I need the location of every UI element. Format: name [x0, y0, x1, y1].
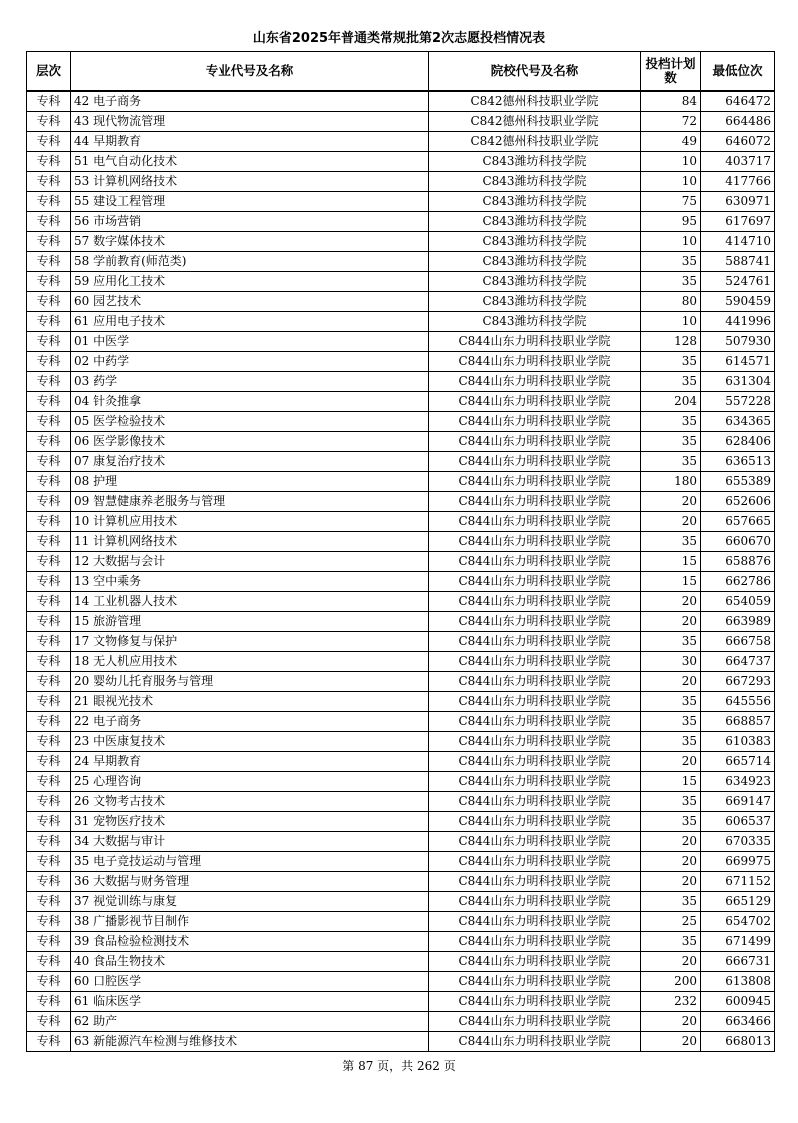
cell-level: 专科: [27, 192, 71, 212]
cell-level: 专科: [27, 812, 71, 832]
cell-school: C844山东力明科技职业学院: [429, 392, 641, 412]
cell-level: 专科: [27, 172, 71, 192]
table-row: [27, 392, 775, 412]
cell-level: 专科: [27, 732, 71, 752]
cell-rank: 665129: [701, 892, 775, 912]
cell-level: 专科: [27, 492, 71, 512]
cell-school: C842德州科技职业学院: [429, 112, 641, 132]
cell-school: C843潍坊科技学院: [429, 272, 641, 292]
cell-major: 02 中药学: [71, 352, 429, 372]
cell-school: C843潍坊科技学院: [429, 172, 641, 192]
cell-plan: 10: [641, 152, 701, 172]
page-footer: 第 87 页，共 262 页: [342, 1059, 456, 1073]
cell-school: C844山东力明科技职业学院: [429, 692, 641, 712]
cell-rank: 654702: [701, 912, 775, 932]
cell-major: 40 食品生物技术: [71, 952, 429, 972]
cell-major: 44 早期教育: [71, 132, 429, 152]
cell-school: C843潍坊科技学院: [429, 292, 641, 312]
cell-plan: 20: [641, 672, 701, 692]
cell-major: 04 针灸推拿: [71, 392, 429, 412]
cell-school: C842德州科技职业学院: [429, 132, 641, 152]
cell-rank: 671499: [701, 932, 775, 952]
cell-level: 专科: [27, 772, 71, 792]
cell-school: C844山东力明科技职业学院: [429, 872, 641, 892]
cell-school: C844山东力明科技职业学院: [429, 552, 641, 572]
header-level: 层次: [27, 52, 71, 92]
table-row: [27, 612, 775, 632]
cell-plan: 200: [641, 972, 701, 992]
cell-school: C844山东力明科技职业学院: [429, 592, 641, 612]
cell-school: C844山东力明科技职业学院: [429, 812, 641, 832]
cell-major: 53 计算机网络技术: [71, 172, 429, 192]
cell-major: 13 空中乘务: [71, 572, 429, 592]
cell-major: 62 助产: [71, 1012, 429, 1032]
cell-major: 15 旅游管理: [71, 612, 429, 632]
cell-plan: 35: [641, 372, 701, 392]
table-row: [27, 212, 775, 232]
cell-level: 专科: [27, 332, 71, 352]
cell-major: 08 护理: [71, 472, 429, 492]
cell-major: 38 广播影视节目制作: [71, 912, 429, 932]
cell-level: 专科: [27, 512, 71, 532]
cell-major: 06 医学影像技术: [71, 432, 429, 452]
cell-rank: 614571: [701, 352, 775, 372]
cell-rank: 403717: [701, 152, 775, 172]
table-row: [27, 892, 775, 912]
cell-plan: 10: [641, 312, 701, 332]
cell-major: 57 数字媒体技术: [71, 232, 429, 252]
cell-level: 专科: [27, 432, 71, 452]
cell-level: 专科: [27, 752, 71, 772]
cell-plan: 20: [641, 1012, 701, 1032]
table-row: [27, 132, 775, 152]
cell-level: 专科: [27, 972, 71, 992]
cell-rank: 668013: [701, 1032, 775, 1052]
cell-rank: 557228: [701, 392, 775, 412]
cell-major: 07 康复治疗技术: [71, 452, 429, 472]
admission-table: [26, 51, 775, 1052]
cell-major: 61 临床医学: [71, 992, 429, 1012]
cell-rank: 662786: [701, 572, 775, 592]
cell-rank: 664737: [701, 652, 775, 672]
cell-level: 专科: [27, 272, 71, 292]
table-row: [27, 492, 775, 512]
cell-rank: 654059: [701, 592, 775, 612]
cell-plan: 10: [641, 172, 701, 192]
cell-plan: 20: [641, 952, 701, 972]
table-row: [27, 232, 775, 252]
cell-plan: 15: [641, 552, 701, 572]
cell-plan: 35: [641, 712, 701, 732]
cell-level: 专科: [27, 792, 71, 812]
cell-level: 专科: [27, 532, 71, 552]
cell-level: 专科: [27, 292, 71, 312]
table-row: [27, 252, 775, 272]
cell-level: 专科: [27, 372, 71, 392]
cell-school: C844山东力明科技职业学院: [429, 412, 641, 432]
table-row: [27, 632, 775, 652]
cell-school: C844山东力明科技职业学院: [429, 512, 641, 532]
cell-plan: 180: [641, 472, 701, 492]
table-row: [27, 1012, 775, 1032]
table-row: [27, 172, 775, 192]
cell-major: 20 婴幼儿托育服务与管理: [71, 672, 429, 692]
cell-plan: 204: [641, 392, 701, 412]
cell-major: 51 电气自动化技术: [71, 152, 429, 172]
cell-school: C844山东力明科技职业学院: [429, 532, 641, 552]
table-row: [27, 452, 775, 472]
cell-rank: 665714: [701, 752, 775, 772]
cell-school: C844山东力明科技职业学院: [429, 972, 641, 992]
cell-level: 专科: [27, 91, 71, 112]
cell-plan: 35: [641, 252, 701, 272]
cell-major: 58 学前教育(师范类): [71, 252, 429, 272]
cell-level: 专科: [27, 592, 71, 612]
cell-rank: 507930: [701, 332, 775, 352]
cell-rank: 634365: [701, 412, 775, 432]
table-row: [27, 752, 775, 772]
cell-school: C844山东力明科技职业学院: [429, 352, 641, 372]
cell-major: 43 现代物流管理: [71, 112, 429, 132]
cell-rank: 613808: [701, 972, 775, 992]
cell-rank: 441996: [701, 312, 775, 332]
table-row: [27, 552, 775, 572]
cell-major: 31 宠物医疗技术: [71, 812, 429, 832]
cell-major: 55 建设工程管理: [71, 192, 429, 212]
cell-plan: 35: [641, 692, 701, 712]
cell-major: 61 应用电子技术: [71, 312, 429, 332]
cell-level: 专科: [27, 132, 71, 152]
table-row: [27, 432, 775, 452]
cell-plan: 35: [641, 792, 701, 812]
cell-level: 专科: [27, 472, 71, 492]
cell-level: 专科: [27, 832, 71, 852]
cell-major: 34 大数据与审计: [71, 832, 429, 852]
cell-level: 专科: [27, 312, 71, 332]
cell-rank: 628406: [701, 432, 775, 452]
cell-rank: 666731: [701, 952, 775, 972]
cell-plan: 35: [641, 932, 701, 952]
cell-school: C844山东力明科技职业学院: [429, 752, 641, 772]
cell-school: C844山东力明科技职业学院: [429, 652, 641, 672]
cell-school: C844山东力明科技职业学院: [429, 672, 641, 692]
cell-rank: 588741: [701, 252, 775, 272]
cell-plan: 20: [641, 612, 701, 632]
cell-rank: 669975: [701, 852, 775, 872]
cell-major: 60 园艺技术: [71, 292, 429, 312]
table-row: [27, 832, 775, 852]
cell-plan: 75: [641, 192, 701, 212]
cell-plan: 80: [641, 292, 701, 312]
cell-plan: 35: [641, 412, 701, 432]
cell-level: 专科: [27, 1012, 71, 1032]
cell-rank: 414710: [701, 232, 775, 252]
cell-major: 39 食品检验检测技术: [71, 932, 429, 952]
cell-plan: 20: [641, 832, 701, 852]
cell-school: C844山东力明科技职业学院: [429, 492, 641, 512]
cell-level: 专科: [27, 652, 71, 672]
cell-school: C844山东力明科技职业学院: [429, 612, 641, 632]
cell-major: 09 智慧健康养老服务与管理: [71, 492, 429, 512]
table-row: [27, 312, 775, 332]
cell-school: C844山东力明科技职业学院: [429, 1032, 641, 1052]
cell-school: C844山东力明科技职业学院: [429, 932, 641, 952]
cell-rank: 652606: [701, 492, 775, 512]
cell-plan: 15: [641, 772, 701, 792]
cell-major: 10 计算机应用技术: [71, 512, 429, 532]
cell-rank: 631304: [701, 372, 775, 392]
header-major: 专业代号及名称: [71, 52, 429, 92]
cell-major: 35 电子竞技运动与管理: [71, 852, 429, 872]
cell-rank: 417766: [701, 172, 775, 192]
cell-plan: 35: [641, 452, 701, 472]
cell-major: 05 医学检验技术: [71, 412, 429, 432]
cell-rank: 600945: [701, 992, 775, 1012]
cell-school: C844山东力明科技职业学院: [429, 432, 641, 452]
cell-rank: 606537: [701, 812, 775, 832]
cell-plan: 84: [641, 91, 701, 112]
cell-plan: 35: [641, 272, 701, 292]
cell-plan: 20: [641, 492, 701, 512]
cell-major: 03 药学: [71, 372, 429, 392]
cell-school: C843潍坊科技学院: [429, 252, 641, 272]
cell-school: C843潍坊科技学院: [429, 212, 641, 232]
table-row: [27, 992, 775, 1012]
cell-major: 12 大数据与会计: [71, 552, 429, 572]
cell-school: C844山东力明科技职业学院: [429, 472, 641, 492]
cell-major: 23 中医康复技术: [71, 732, 429, 752]
table-body: [27, 91, 775, 1052]
cell-plan: 35: [641, 732, 701, 752]
table-header-row: [27, 52, 775, 92]
cell-school: C844山东力明科技职业学院: [429, 732, 641, 752]
cell-level: 专科: [27, 612, 71, 632]
cell-rank: 617697: [701, 212, 775, 232]
cell-level: 专科: [27, 992, 71, 1012]
cell-school: C844山东力明科技职业学院: [429, 452, 641, 472]
table-row: [27, 912, 775, 932]
cell-level: 专科: [27, 232, 71, 252]
cell-major: 59 应用化工技术: [71, 272, 429, 292]
cell-level: 专科: [27, 932, 71, 952]
table-row: [27, 592, 775, 612]
cell-major: 14 工业机器人技术: [71, 592, 429, 612]
cell-plan: 35: [641, 632, 701, 652]
cell-school: C843潍坊科技学院: [429, 312, 641, 332]
cell-level: 专科: [27, 692, 71, 712]
table-row: [27, 292, 775, 312]
cell-school: C844山东力明科技职业学院: [429, 632, 641, 652]
cell-plan: 20: [641, 1032, 701, 1052]
cell-plan: 20: [641, 592, 701, 612]
cell-level: 专科: [27, 952, 71, 972]
cell-school: C844山东力明科技职业学院: [429, 792, 641, 812]
cell-school: C844山东力明科技职业学院: [429, 892, 641, 912]
cell-rank: 590459: [701, 292, 775, 312]
cell-plan: 20: [641, 872, 701, 892]
cell-school: C844山东力明科技职业学院: [429, 572, 641, 592]
cell-plan: 25: [641, 912, 701, 932]
cell-school: C844山东力明科技职业学院: [429, 992, 641, 1012]
cell-plan: 35: [641, 892, 701, 912]
cell-rank: 655389: [701, 472, 775, 492]
cell-level: 专科: [27, 872, 71, 892]
cell-school: C844山东力明科技职业学院: [429, 712, 641, 732]
cell-plan: 49: [641, 132, 701, 152]
cell-school: C844山东力明科技职业学院: [429, 832, 641, 852]
cell-rank: 646472: [701, 91, 775, 112]
cell-plan: 20: [641, 512, 701, 532]
table-row: [27, 792, 775, 812]
cell-level: 专科: [27, 1032, 71, 1052]
cell-level: 专科: [27, 412, 71, 432]
cell-rank: 660670: [701, 532, 775, 552]
cell-school: C843潍坊科技学院: [429, 152, 641, 172]
cell-level: 专科: [27, 852, 71, 872]
table-row: [27, 112, 775, 132]
cell-school: C844山东力明科技职业学院: [429, 1012, 641, 1032]
cell-plan: 10: [641, 232, 701, 252]
cell-major: 17 文物修复与保护: [71, 632, 429, 652]
cell-plan: 35: [641, 532, 701, 552]
table-row: [27, 652, 775, 672]
table-row: [27, 532, 775, 552]
cell-school: C844山东力明科技职业学院: [429, 852, 641, 872]
cell-major: 22 电子商务: [71, 712, 429, 732]
table-row: [27, 412, 775, 432]
cell-rank: 671152: [701, 872, 775, 892]
cell-plan: 95: [641, 212, 701, 232]
cell-school: C843潍坊科技学院: [429, 232, 641, 252]
cell-rank: 663989: [701, 612, 775, 632]
table-row: [27, 712, 775, 732]
cell-plan: 15: [641, 572, 701, 592]
cell-major: 36 大数据与财务管理: [71, 872, 429, 892]
table-row: [27, 91, 775, 112]
cell-major: 25 心理咨询: [71, 772, 429, 792]
cell-major: 26 文物考古技术: [71, 792, 429, 812]
cell-level: 专科: [27, 632, 71, 652]
cell-school: C844山东力明科技职业学院: [429, 952, 641, 972]
cell-major: 21 眼视光技术: [71, 692, 429, 712]
cell-plan: 35: [641, 812, 701, 832]
table-row: [27, 852, 775, 872]
cell-major: 56 市场营销: [71, 212, 429, 232]
cell-plan: 35: [641, 432, 701, 452]
cell-rank: 668857: [701, 712, 775, 732]
cell-rank: 664486: [701, 112, 775, 132]
table-row: [27, 192, 775, 212]
cell-plan: 128: [641, 332, 701, 352]
cell-major: 01 中医学: [71, 332, 429, 352]
cell-rank: 636513: [701, 452, 775, 472]
cell-level: 专科: [27, 212, 71, 232]
table-row: [27, 472, 775, 492]
cell-level: 专科: [27, 112, 71, 132]
header-plan: 投档计划数: [641, 52, 701, 92]
table-row: [27, 332, 775, 352]
table-row: [27, 352, 775, 372]
cell-school: C844山东力明科技职业学院: [429, 912, 641, 932]
cell-major: 60 口腔医学: [71, 972, 429, 992]
table-row: [27, 272, 775, 292]
table-row: [27, 692, 775, 712]
cell-rank: 657665: [701, 512, 775, 532]
cell-major: 24 早期教育: [71, 752, 429, 772]
cell-plan: 232: [641, 992, 701, 1012]
cell-school: C844山东力明科技职业学院: [429, 772, 641, 792]
table-row: [27, 872, 775, 892]
table-row: [27, 572, 775, 592]
cell-rank: 610383: [701, 732, 775, 752]
cell-level: 专科: [27, 252, 71, 272]
page-title: 山东省2025年普通类常规批第2次志愿投档情况表: [252, 31, 546, 46]
cell-plan: 35: [641, 352, 701, 372]
cell-major: 18 无人机应用技术: [71, 652, 429, 672]
header-rank: 最低位次: [701, 52, 775, 92]
table-row: [27, 732, 775, 752]
cell-rank: 669147: [701, 792, 775, 812]
cell-level: 专科: [27, 712, 71, 732]
cell-level: 专科: [27, 352, 71, 372]
cell-school: C844山东力明科技职业学院: [429, 332, 641, 352]
cell-plan: 72: [641, 112, 701, 132]
table-row: [27, 812, 775, 832]
table-row: [27, 952, 775, 972]
cell-rank: 645556: [701, 692, 775, 712]
cell-rank: 666758: [701, 632, 775, 652]
table-row: [27, 932, 775, 952]
cell-rank: 524761: [701, 272, 775, 292]
table-row: [27, 1032, 775, 1052]
cell-major: 63 新能源汽车检测与维修技术: [71, 1032, 429, 1052]
cell-school: C843潍坊科技学院: [429, 192, 641, 212]
cell-plan: 30: [641, 652, 701, 672]
table-row: [27, 672, 775, 692]
cell-rank: 658876: [701, 552, 775, 572]
table-row: [27, 972, 775, 992]
table-row: [27, 512, 775, 532]
cell-rank: 634923: [701, 772, 775, 792]
cell-rank: 646072: [701, 132, 775, 152]
cell-rank: 663466: [701, 1012, 775, 1032]
cell-level: 专科: [27, 572, 71, 592]
cell-level: 专科: [27, 912, 71, 932]
cell-plan: 20: [641, 852, 701, 872]
cell-plan: 20: [641, 752, 701, 772]
cell-rank: 630971: [701, 192, 775, 212]
cell-level: 专科: [27, 672, 71, 692]
cell-level: 专科: [27, 152, 71, 172]
cell-school: C842德州科技职业学院: [429, 91, 641, 112]
cell-level: 专科: [27, 452, 71, 472]
cell-rank: 670335: [701, 832, 775, 852]
cell-level: 专科: [27, 392, 71, 412]
table-row: [27, 152, 775, 172]
cell-school: C844山东力明科技职业学院: [429, 372, 641, 392]
header-school: 院校代号及名称: [429, 52, 641, 92]
cell-level: 专科: [27, 892, 71, 912]
table-row: [27, 372, 775, 392]
table-row: [27, 772, 775, 792]
cell-rank: 667293: [701, 672, 775, 692]
cell-major: 42 电子商务: [71, 91, 429, 112]
cell-major: 11 计算机网络技术: [71, 532, 429, 552]
cell-level: 专科: [27, 552, 71, 572]
cell-major: 37 视觉训练与康复: [71, 892, 429, 912]
